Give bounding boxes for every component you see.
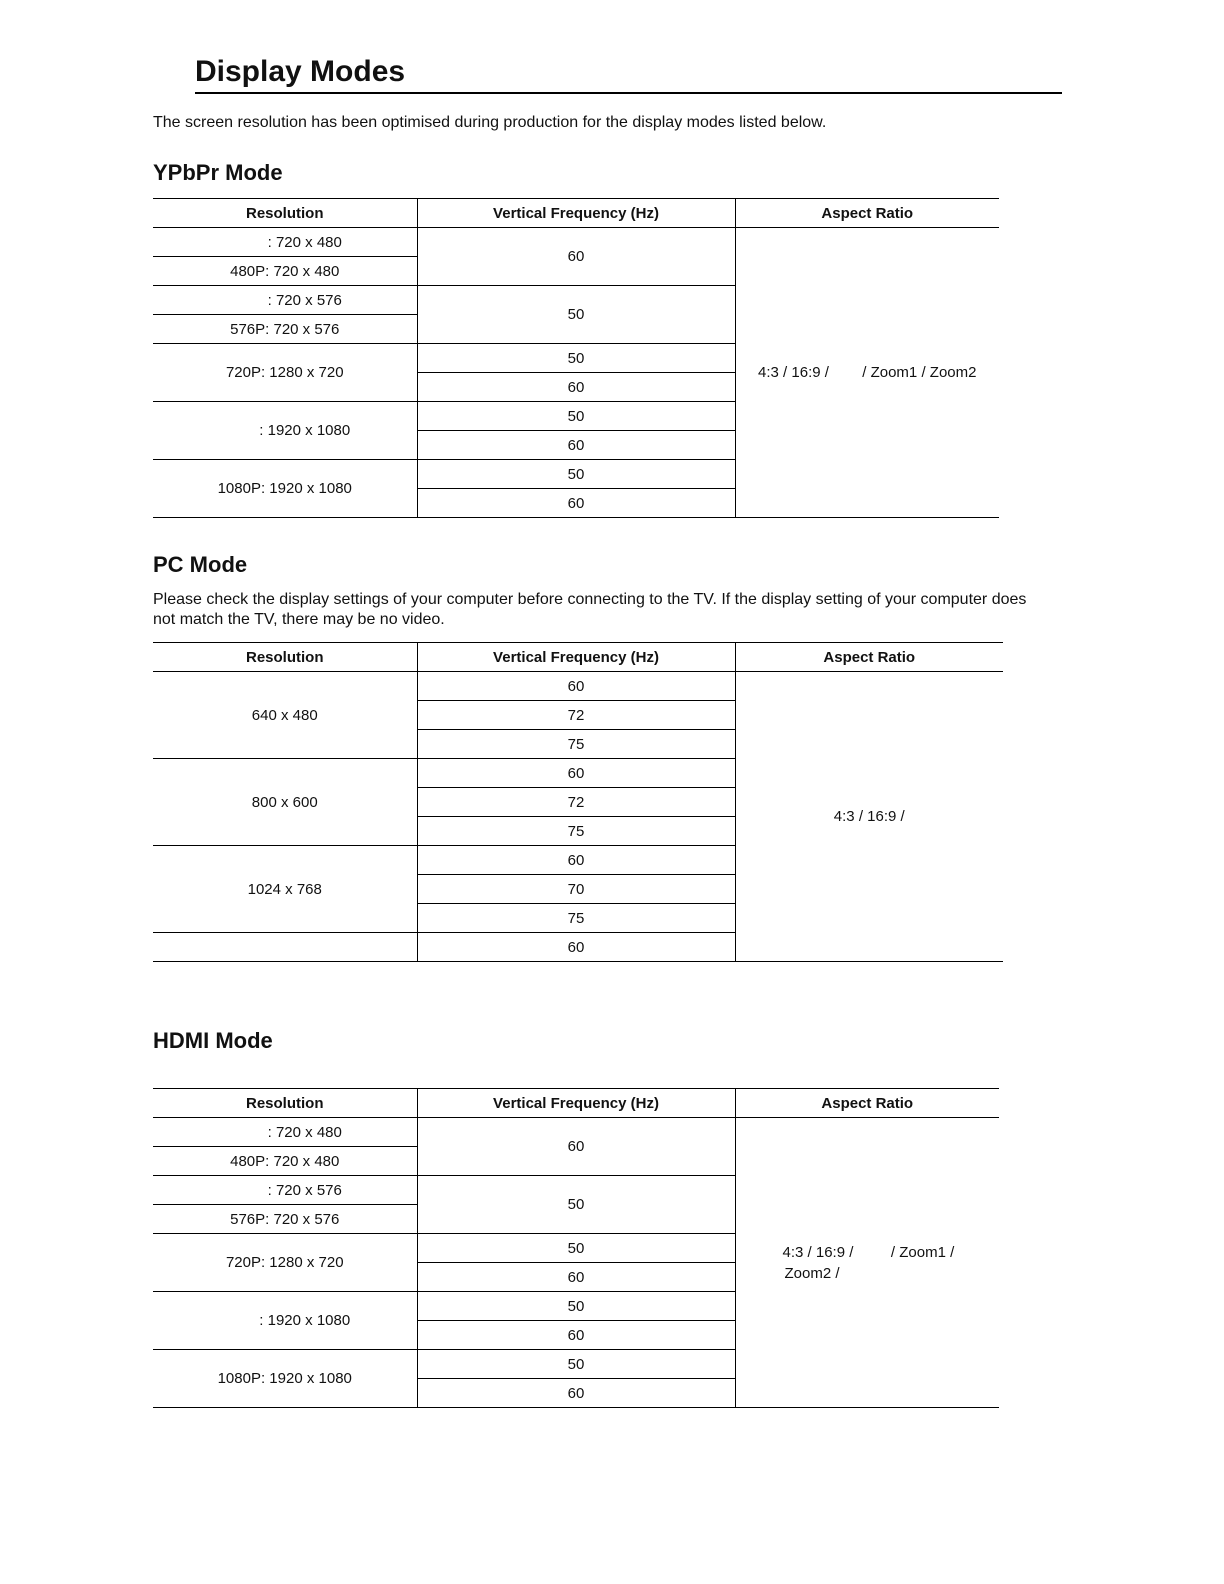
hdmi-table bbox=[153, 1088, 999, 1408]
header-aspect: Aspect Ratio bbox=[735, 1089, 999, 1118]
frequency-cell: 60 bbox=[417, 373, 735, 402]
table-header-row bbox=[153, 199, 999, 228]
pc-note: Please check the display settings of your computer before connecting to the TV. If the display setting of your computer does not match the TV, there may be no video. bbox=[153, 591, 1027, 628]
header-frequency: Vertical Frequency (Hz) bbox=[417, 199, 735, 228]
resolution-cell: : 720 x 480 bbox=[153, 228, 417, 257]
table-row bbox=[153, 672, 1003, 701]
ypbpr-heading: YPbPr Mode bbox=[153, 160, 283, 185]
frequency-cell: 50 bbox=[417, 1234, 735, 1263]
page-title: Display Modes bbox=[195, 52, 1062, 94]
frequency-cell: 60 bbox=[417, 759, 735, 788]
header-resolution: Resolution bbox=[153, 643, 417, 672]
table-header-row bbox=[153, 643, 1003, 672]
frequency-cell: 60 bbox=[417, 846, 735, 875]
pc-table bbox=[153, 642, 1003, 962]
resolution-cell: 800 x 600 bbox=[153, 759, 417, 846]
header-frequency: Vertical Frequency (Hz) bbox=[417, 643, 735, 672]
frequency-cell: 75 bbox=[417, 817, 735, 846]
resolution-cell: 720P: 1280 x 720 bbox=[153, 1234, 417, 1292]
resolution-cell: 1024 x 768 bbox=[153, 846, 417, 933]
frequency-cell: 50 bbox=[417, 344, 735, 373]
frequency-cell: 60 bbox=[417, 672, 735, 701]
frequency-cell: 50 bbox=[417, 1176, 735, 1234]
resolution-cell: : 720 x 480 bbox=[153, 1118, 417, 1147]
header-resolution: Resolution bbox=[153, 199, 417, 228]
header-frequency: Vertical Frequency (Hz) bbox=[417, 1089, 735, 1118]
frequency-cell: 50 bbox=[417, 1350, 735, 1379]
frequency-cell: 75 bbox=[417, 904, 735, 933]
frequency-cell: 60 bbox=[417, 1321, 735, 1350]
frequency-cell: 50 bbox=[417, 460, 735, 489]
frequency-cell: 50 bbox=[417, 286, 735, 344]
header-aspect: Aspect Ratio bbox=[735, 199, 999, 228]
aspect-cell: 4:3 / 16:9 / / Zoom1 / Zoom2 bbox=[735, 228, 999, 518]
frequency-cell: 60 bbox=[417, 431, 735, 460]
resolution-cell: 480P: 720 x 480 bbox=[153, 257, 417, 286]
frequency-cell: 72 bbox=[417, 701, 735, 730]
frequency-cell: 50 bbox=[417, 402, 735, 431]
aspect-cell bbox=[735, 1118, 999, 1408]
resolution-cell: 576P: 720 x 576 bbox=[153, 315, 417, 344]
table-row bbox=[153, 1118, 999, 1147]
intro-text: The screen resolution has been optimised during production for the display modes listed below. bbox=[153, 114, 827, 131]
table-row bbox=[153, 228, 999, 257]
table-header-row bbox=[153, 1089, 999, 1118]
resolution-cell: : 1920 x 1080 bbox=[153, 402, 417, 460]
frequency-cell: 50 bbox=[417, 1292, 735, 1321]
frequency-cell: 75 bbox=[417, 730, 735, 759]
pc-heading: PC Mode bbox=[153, 552, 248, 577]
frequency-cell: 60 bbox=[417, 933, 735, 962]
frequency-cell: 60 bbox=[417, 489, 735, 518]
header-aspect: Aspect Ratio bbox=[735, 643, 1003, 672]
aspect-line-2: Zoom2 / bbox=[784, 1264, 840, 1282]
resolution-cell: 720P: 1280 x 720 bbox=[153, 344, 417, 402]
frequency-cell: 72 bbox=[417, 788, 735, 817]
frequency-cell: 60 bbox=[417, 1263, 735, 1292]
resolution-cell-empty bbox=[153, 933, 417, 962]
resolution-cell: : 1920 x 1080 bbox=[153, 1292, 417, 1350]
resolution-cell: 576P: 720 x 576 bbox=[153, 1205, 417, 1234]
resolution-cell: : 720 x 576 bbox=[153, 1176, 417, 1205]
resolution-cell: : 720 x 576 bbox=[153, 286, 417, 315]
resolution-cell: 1080P: 1920 x 1080 bbox=[153, 1350, 417, 1408]
frequency-cell: 60 bbox=[417, 228, 735, 286]
aspect-cell: 4:3 / 16:9 / bbox=[735, 672, 1003, 962]
aspect-line-1: 4:3 / 16:9 / / Zoom1 / bbox=[782, 1243, 955, 1261]
resolution-cell: 1080P: 1920 x 1080 bbox=[153, 460, 417, 518]
frequency-cell: 70 bbox=[417, 875, 735, 904]
header-resolution: Resolution bbox=[153, 1089, 417, 1118]
resolution-cell: 640 x 480 bbox=[153, 672, 417, 759]
hdmi-heading: HDMI Mode bbox=[153, 1028, 273, 1053]
ypbpr-table bbox=[153, 198, 999, 518]
resolution-cell: 480P: 720 x 480 bbox=[153, 1147, 417, 1176]
frequency-cell: 60 bbox=[417, 1379, 735, 1408]
frequency-cell: 60 bbox=[417, 1118, 735, 1176]
